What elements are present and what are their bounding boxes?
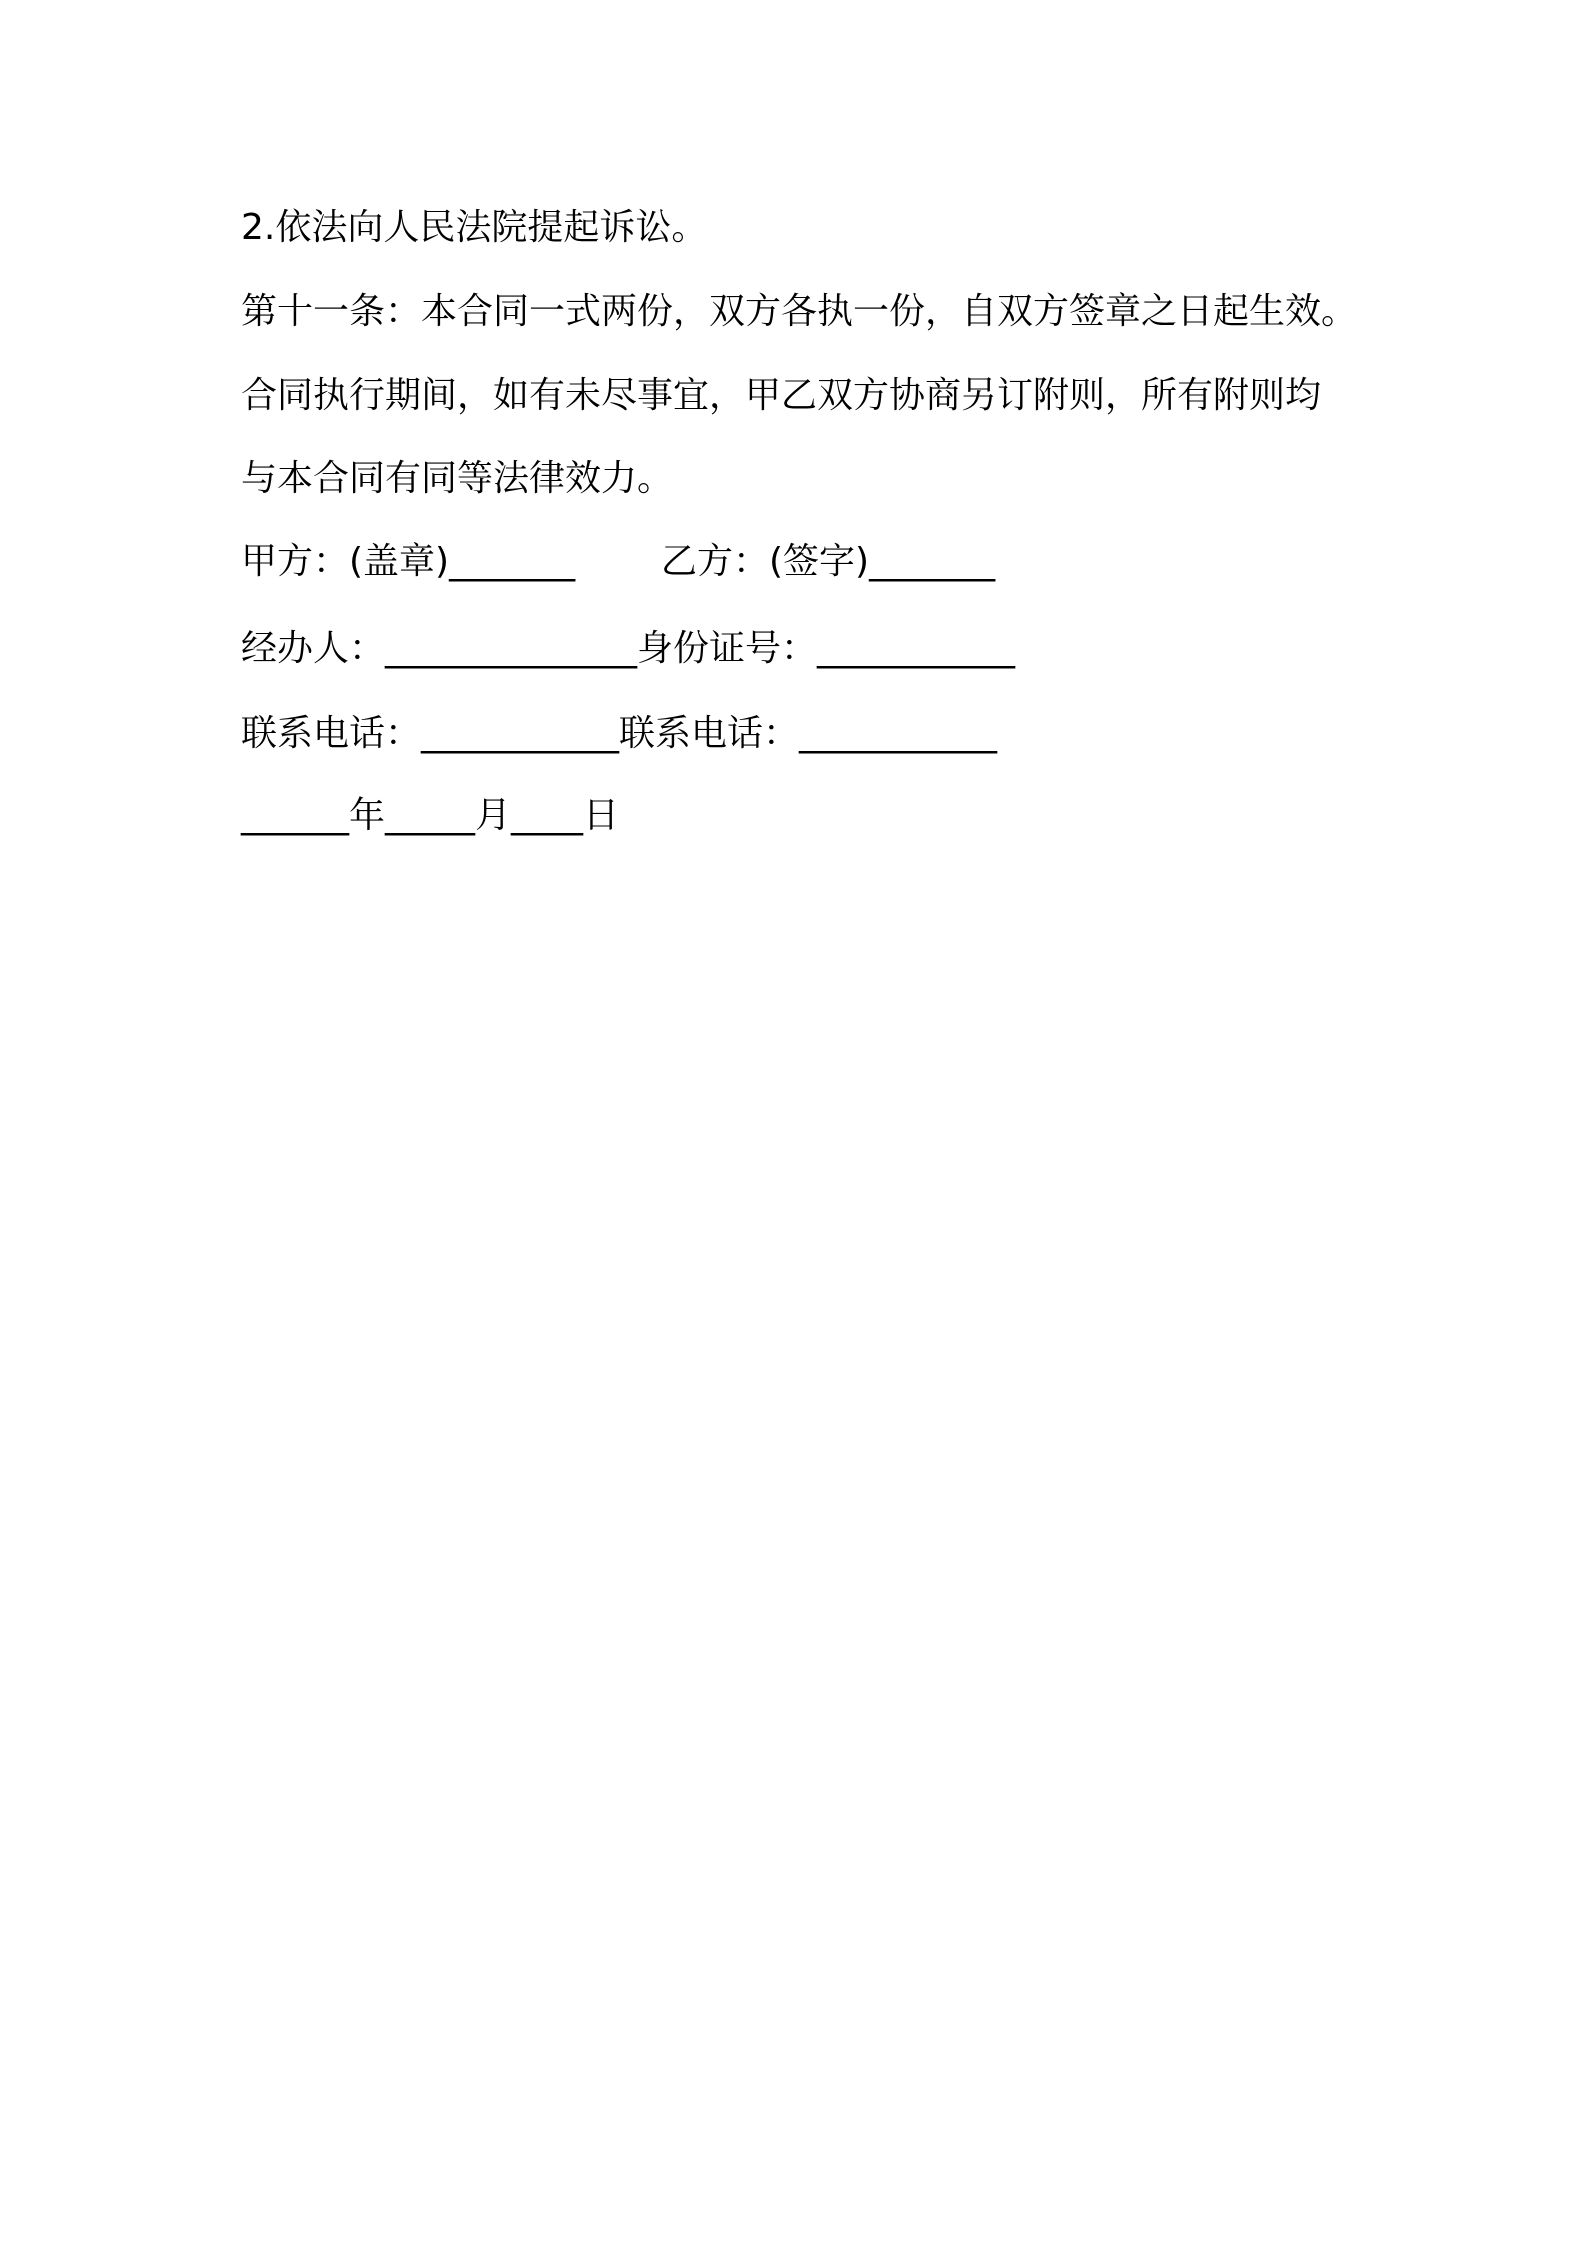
supplement-paragraph-line-1: 合同执行期间，如有未尽事宜，甲乙双方协商另订附则，所有附则均 xyxy=(241,375,1322,416)
phone-line: 联系电话：___________联系电话：___________ xyxy=(241,713,998,754)
clause-eleven-paragraph: 第十一条：本合同一式两份，双方各执一份，自双方签章之日起生效。 xyxy=(241,291,1358,332)
party-b-signature: 乙方：(签字)_______ xyxy=(661,541,996,582)
supplement-paragraph-line-2: 与本合同有同等法律效力。 xyxy=(241,458,674,499)
clause-paragraph: 2.依法向人民法院提起诉讼。 xyxy=(241,207,708,248)
agent-id-line: 经办人：______________身份证号：___________ xyxy=(241,628,1016,669)
date-line: ______年_____月____日 xyxy=(241,795,619,836)
party-a-signature: 甲方：(盖章)_______ xyxy=(241,541,576,582)
